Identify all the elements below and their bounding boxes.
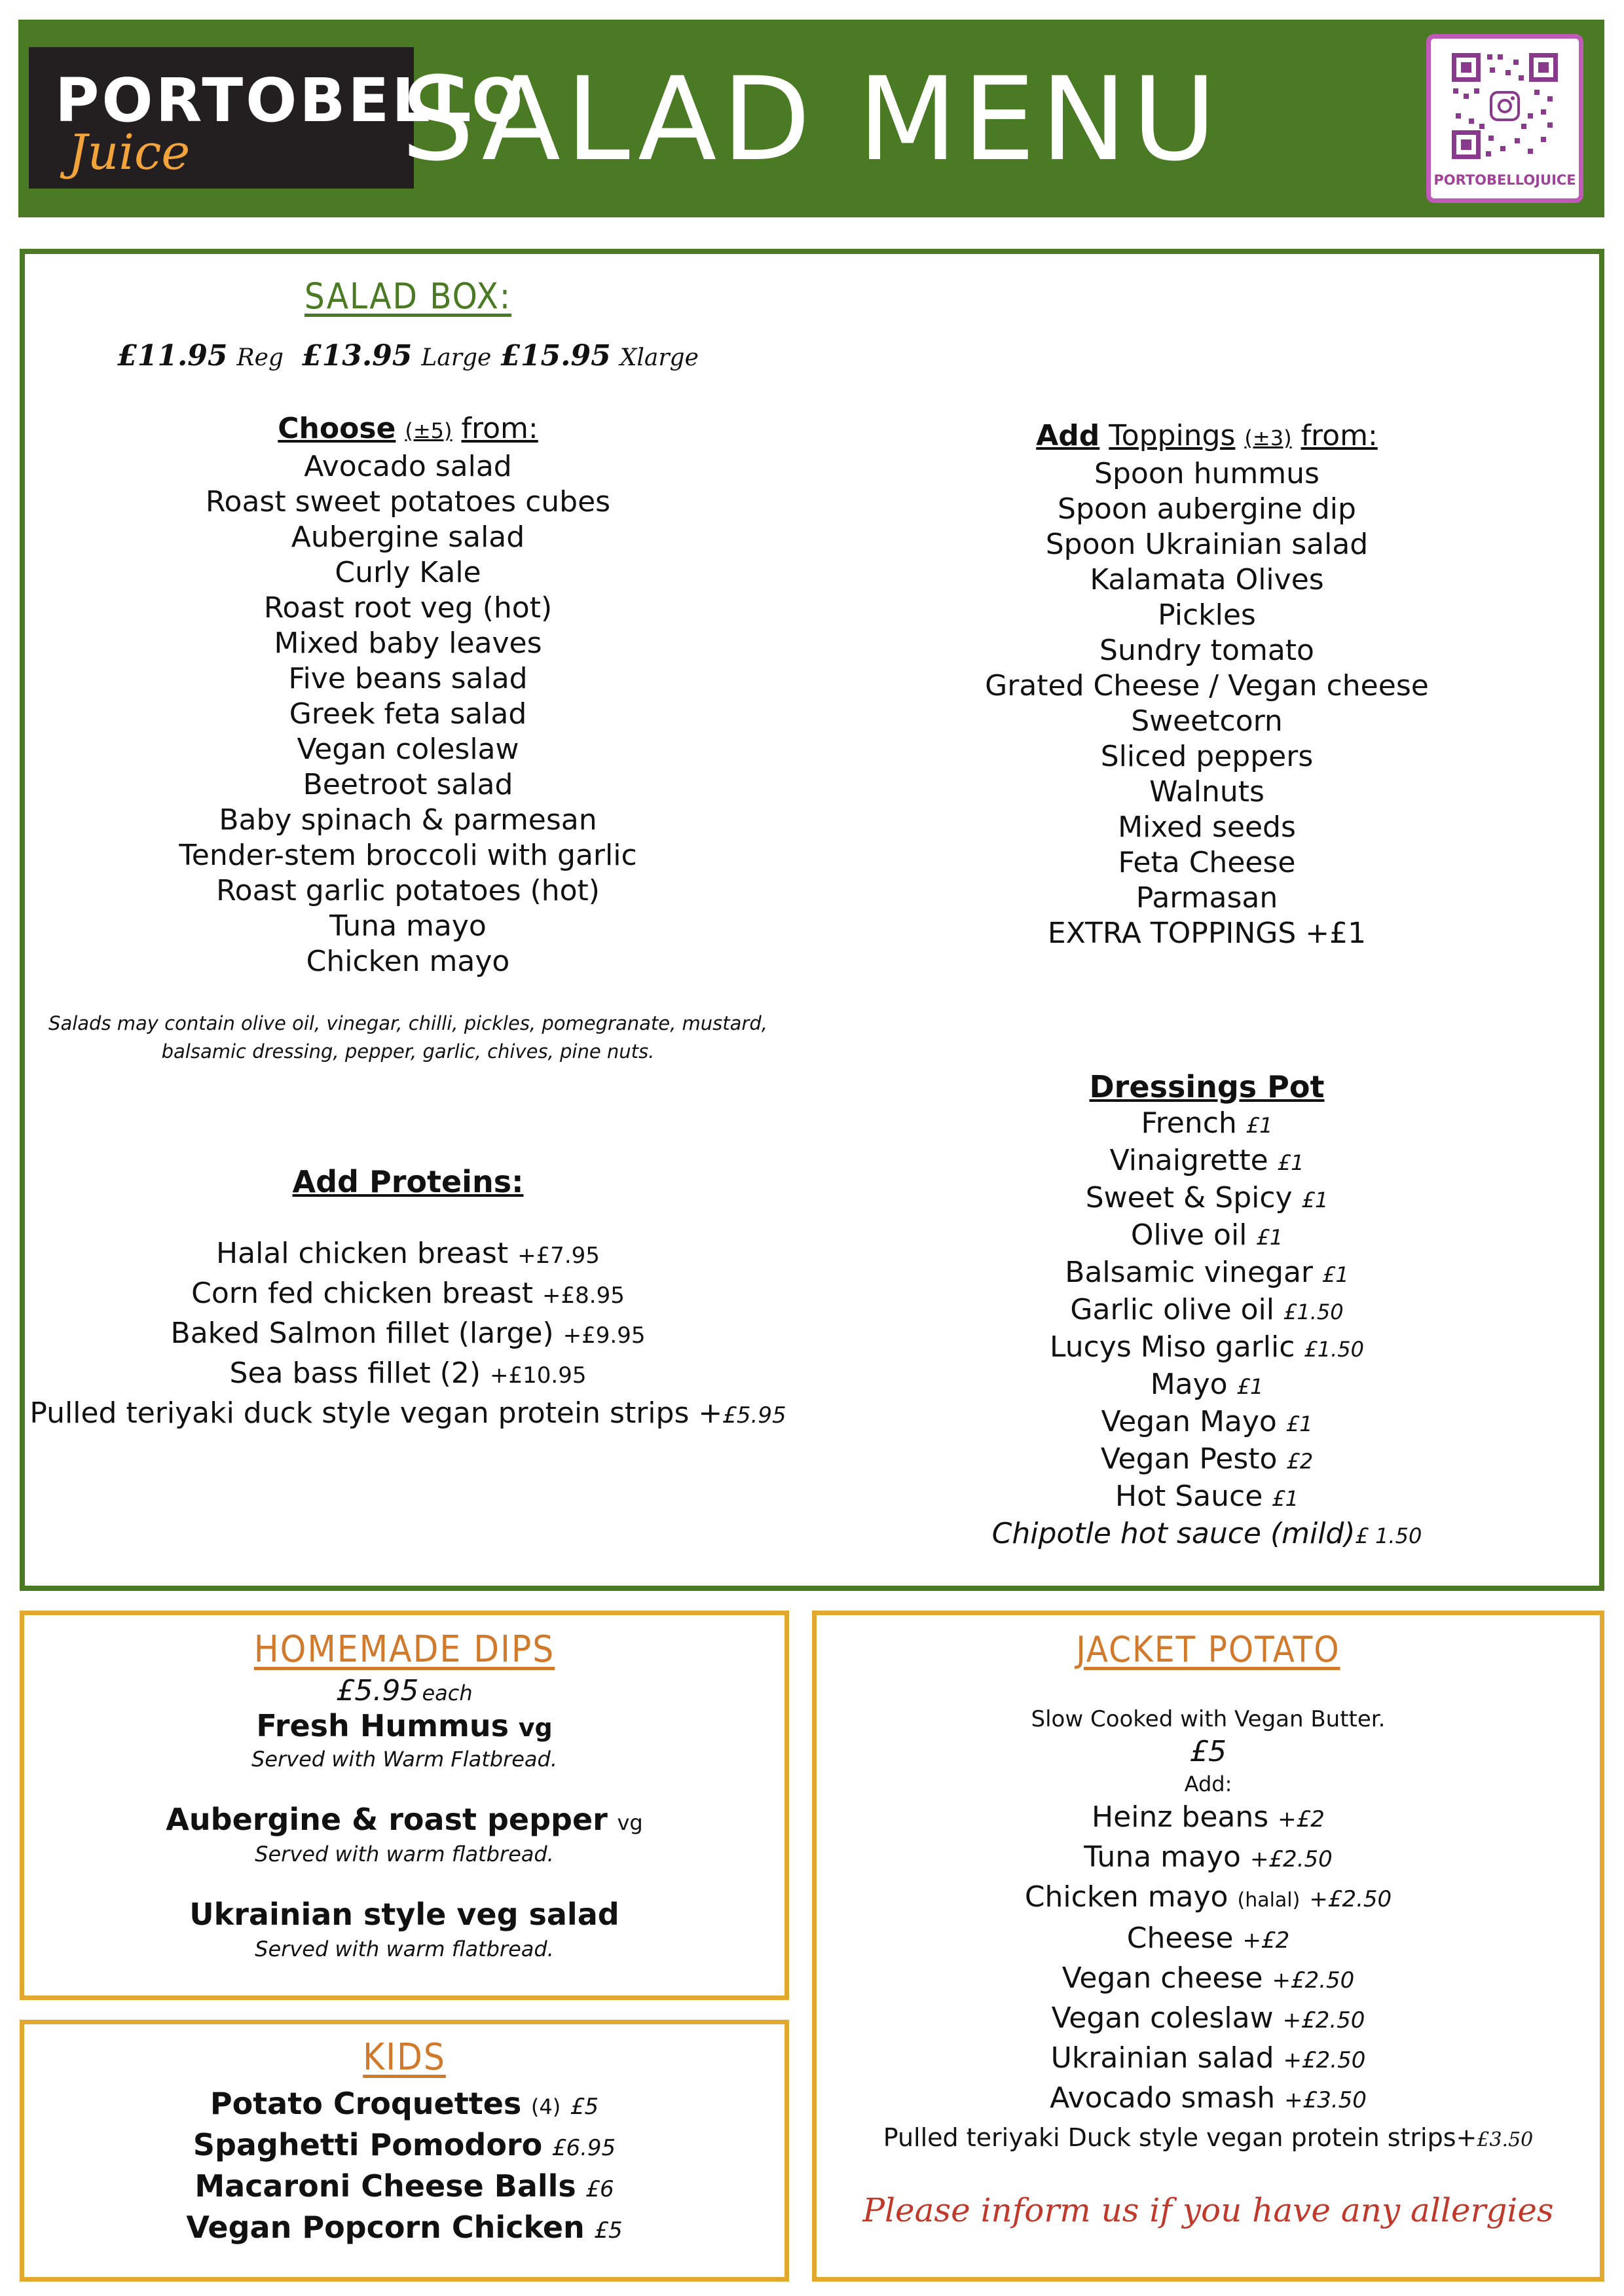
- jacket-subtitle: Slow Cooked with Vegan Butter.: [1031, 1706, 1386, 1732]
- protein-price: £5.95: [722, 1402, 786, 1429]
- jacket-potato-section: [812, 1611, 1604, 2282]
- page-title: SALAD MENU: [401, 52, 1222, 187]
- dip-item: [24, 1707, 784, 1772]
- jacket-addon-price: +£2.50: [1249, 1846, 1333, 1872]
- choose-item: Aubergine salad: [291, 520, 525, 554]
- protein-price: +£10.95: [490, 1362, 587, 1389]
- protein-item: [25, 1355, 791, 1394]
- allergen-note-line2: balsamic dressing, pepper, garlic, chives, pine nuts.: [161, 1040, 655, 1063]
- dip-desc: Served with warm flatbread.: [255, 1937, 554, 1961]
- kids-item: [24, 2085, 784, 2126]
- dressing-price: £1: [1272, 1486, 1299, 1511]
- choose-item: Five beans salad: [288, 662, 528, 695]
- protein-item: [25, 1394, 791, 1434]
- salad-box-section: [20, 249, 1604, 1591]
- kids-item-note: (4): [530, 2094, 561, 2119]
- kids-item: [24, 2208, 784, 2250]
- dressing-item: [817, 1367, 1596, 1404]
- salad-box-title: SALAD BOX:: [304, 276, 512, 317]
- choose-item: Roast sweet potatoes cubes: [205, 485, 611, 519]
- logo-line1: PORTOBELLO: [55, 65, 526, 136]
- jacket-title: JACKET POTATO: [1076, 1629, 1340, 1670]
- dressing-price: £1.50: [1283, 1300, 1344, 1324]
- topping-item: Kalamata Olives: [1090, 563, 1324, 596]
- jacket-addon-list: [817, 1798, 1600, 2119]
- jacket-addon: [817, 1838, 1600, 1878]
- toppings-qty: (±3): [1244, 426, 1292, 450]
- choose-word: Choose: [278, 412, 396, 445]
- qr-label: PORTOBELLOJUICE: [1433, 172, 1576, 188]
- toppings-word: Add: [1036, 419, 1100, 452]
- salad-box-left: [25, 275, 791, 1434]
- dressings-list: [817, 1106, 1596, 1554]
- dips-price-value: £5.95: [336, 1674, 419, 1707]
- dip-name-row: [24, 1896, 784, 1936]
- dressing-name: Olive oil: [1130, 1218, 1247, 1252]
- jacket-addon-name: Tuna mayo: [1084, 1840, 1241, 1874]
- choose-item: Beetroot salad: [303, 768, 513, 801]
- choose-item: Roast garlic potatoes (hot): [216, 874, 600, 907]
- jacket-addon: [817, 2079, 1600, 2119]
- size-large: Large: [421, 344, 492, 371]
- jacket-addon-name: Vegan coleslaw: [1051, 2001, 1274, 2035]
- jacket-addon-price: +£3.50: [1284, 2087, 1367, 2113]
- choose-item: Mixed baby leaves: [274, 627, 542, 660]
- protein-price: +£9.95: [563, 1322, 646, 1349]
- kids-item-name: Vegan Popcorn Chicken: [186, 2210, 585, 2245]
- jacket-addon-price: +£2.50: [1282, 2007, 1365, 2033]
- topping-item: Sliced peppers: [1100, 740, 1314, 773]
- jacket-addon-name: Chicken mayo: [1024, 1880, 1228, 1914]
- dressing-name: Mayo: [1150, 1368, 1228, 1401]
- dip-name-row: [24, 1801, 784, 1841]
- jacket-addon: [817, 2039, 1600, 2079]
- qr-code-badge[interactable]: [1426, 34, 1583, 203]
- kids-item-name: Spaghetti Pomodoro: [193, 2127, 543, 2162]
- choose-item: Greek feta salad: [289, 697, 527, 731]
- dressing-name: Vegan Mayo: [1101, 1405, 1277, 1438]
- jacket-addon-price: +£2.50: [1309, 1886, 1392, 1912]
- price-large: £13.95: [301, 339, 413, 373]
- dressing-price: £1: [1256, 1225, 1283, 1250]
- dip-tag: vg: [518, 1713, 553, 1742]
- proteins-title: Add Proteins:: [292, 1164, 524, 1199]
- jacket-duck-price: £3.50: [1477, 2128, 1534, 2151]
- topping-item: Pickles: [1158, 598, 1256, 632]
- topping-item: Parmasan: [1135, 881, 1278, 915]
- dressing-item: [817, 1330, 1596, 1367]
- kids-list: [24, 2085, 784, 2250]
- kids-title: KIDS: [363, 2036, 446, 2079]
- jacket-addon-price: +£2.50: [1283, 2047, 1366, 2073]
- kids-item-name: Potato Croquettes: [210, 2086, 522, 2121]
- size-reg: Reg: [236, 344, 284, 371]
- jacket-content: [817, 1628, 1600, 2231]
- choose-item: Chicken mayo: [306, 945, 510, 978]
- topping-item: Sweetcorn: [1131, 704, 1283, 738]
- dressing-price: £1: [1285, 1412, 1313, 1436]
- dressing-item: [817, 1479, 1596, 1516]
- jacket-duck-row: [817, 2119, 1600, 2159]
- dips-list: [24, 1707, 784, 1962]
- topping-item: Grated Cheese / Vegan cheese: [985, 669, 1429, 702]
- dressing-item: [817, 1442, 1596, 1479]
- protein-name: Corn fed chicken breast: [191, 1277, 534, 1310]
- dip-name: Ukrainian style veg salad: [189, 1897, 619, 1932]
- size-xlarge: Xlarge: [619, 344, 699, 371]
- jacket-duck-name: Pulled teriyaki Duck style vegan protein strips+: [883, 2123, 1477, 2152]
- dressing-price: £ 1.50: [1355, 1523, 1422, 1548]
- dressing-price: £1: [1246, 1113, 1273, 1138]
- jacket-addon-name: Heinz beans: [1092, 1800, 1269, 1834]
- dressings-title: Dressings Pot: [1089, 1069, 1325, 1104]
- dip-item: [24, 1801, 784, 1867]
- jacket-addon: [817, 1959, 1600, 1999]
- protein-item: [25, 1315, 791, 1355]
- dressing-item: [817, 1292, 1596, 1330]
- dressing-name: Chipotle hot sauce (mild): [991, 1517, 1356, 1550]
- jacket-addon: [817, 1798, 1600, 1838]
- dressing-name: Vinaigrette: [1109, 1144, 1268, 1177]
- toppings-heading: [817, 418, 1596, 456]
- kids-item-price: £6.95: [551, 2135, 616, 2161]
- choose-from: from:: [461, 412, 538, 445]
- kids-content: [24, 2036, 784, 2250]
- dressing-item: [817, 1106, 1596, 1143]
- qr-code[interactable]: [1449, 50, 1560, 162]
- choose-item: Curly Kale: [335, 556, 481, 589]
- kids-item-name: Macaroni Cheese Balls: [194, 2168, 576, 2204]
- dressing-item: [817, 1180, 1596, 1218]
- protein-name: Baked Salmon fillet (large): [170, 1317, 554, 1350]
- dressing-name: Vegan Pesto: [1100, 1442, 1278, 1476]
- topping-item: Feta Cheese: [1118, 846, 1296, 879]
- choose-item: Tuna mayo: [329, 909, 487, 943]
- dressing-name: Hot Sauce: [1115, 1480, 1263, 1513]
- logo-line2: Juice: [68, 124, 191, 181]
- jacket-addon-price: +£2: [1278, 1806, 1325, 1832]
- dressing-price: £1: [1301, 1188, 1329, 1212]
- dressing-name: Sweet & Spicy: [1085, 1181, 1293, 1214]
- topping-item: Mixed seeds: [1118, 811, 1296, 844]
- dip-desc: Served with Warm Flatbread.: [251, 1747, 558, 1772]
- dressing-name: French: [1141, 1106, 1237, 1140]
- dressing-price: £2: [1286, 1449, 1314, 1474]
- protein-item: [25, 1235, 791, 1275]
- instagram-icon: [1491, 92, 1519, 120]
- jacket-addon: [817, 1878, 1600, 1920]
- dressing-name: Balsamic vinegar: [1065, 1256, 1313, 1289]
- dip-name: Aubergine & roast pepper: [166, 1802, 608, 1837]
- choose-heading: [25, 410, 791, 449]
- dressing-item: [817, 1255, 1596, 1292]
- choose-item: Roast root veg (hot): [263, 591, 553, 625]
- topping-item: Walnuts: [1149, 775, 1264, 809]
- topping-item: Spoon aubergine dip: [1058, 492, 1356, 526]
- jacket-addon-price: +£2: [1242, 1927, 1290, 1954]
- jacket-add-label: Add:: [1184, 1772, 1232, 1796]
- dips-title: HOMEMADE DIPS: [253, 1628, 555, 1671]
- topping-item: EXTRA TOPPINGS +£1: [1047, 917, 1367, 950]
- protein-list: [25, 1235, 791, 1434]
- dressing-item: [817, 1143, 1596, 1180]
- price-xlarge: £15.95: [500, 339, 611, 373]
- toppings-from: from:: [1301, 419, 1378, 452]
- choose-item: Vegan coleslaw: [297, 733, 519, 766]
- protein-price: +£7.95: [517, 1243, 600, 1269]
- salad-box-prices: [25, 338, 791, 376]
- choose-item: Baby spinach & parmesan: [219, 803, 597, 837]
- dressing-price: £1.50: [1304, 1337, 1365, 1362]
- toppings-list: [817, 456, 1596, 951]
- dressing-item: [817, 1404, 1596, 1442]
- dips-price-suffix: each: [422, 1681, 473, 1705]
- protein-name: Sea bass fillet (2): [229, 1357, 481, 1390]
- topping-item: Spoon Ukrainian salad: [1045, 528, 1369, 561]
- choose-item: Tender-stem broccoli with garlic: [179, 839, 637, 872]
- dips-content: [24, 1628, 784, 1962]
- kids-item-price: £5: [570, 2094, 599, 2120]
- kids-item: [24, 2167, 784, 2208]
- homemade-dips-section: [20, 1611, 789, 2000]
- topping-item: Sundry tomato: [1099, 634, 1314, 667]
- dips-price: [24, 1674, 784, 1707]
- jacket-addon-name: Cheese: [1126, 1922, 1234, 1955]
- jacket-addon-note: (halal): [1237, 1889, 1301, 1912]
- dressing-price: £1: [1277, 1150, 1304, 1175]
- dip-tag: vg: [617, 1810, 643, 1835]
- dressing-price: £1: [1322, 1262, 1349, 1287]
- allergen-note: [25, 1010, 791, 1066]
- header-bar: [18, 20, 1604, 217]
- dip-item: [24, 1896, 784, 1962]
- jacket-addon: [817, 1920, 1600, 1959]
- dressing-item: [817, 1218, 1596, 1255]
- protein-name: Pulled teriyaki duck style vegan protein strips +: [29, 1396, 723, 1430]
- jacket-addon: [817, 1999, 1600, 2039]
- dip-name-row: [24, 1707, 784, 1746]
- kids-item: [24, 2126, 784, 2167]
- choose-item: Avocado salad: [304, 450, 512, 483]
- choose-qty: (±5): [405, 418, 452, 443]
- dip-name: Fresh Hummus: [256, 1708, 509, 1743]
- jacket-addon-name: Avocado smash: [1050, 2081, 1276, 2115]
- dip-desc: Served with warm flatbread.: [255, 1842, 554, 1867]
- dressing-price: £1: [1236, 1374, 1264, 1399]
- protein-item: [25, 1275, 791, 1315]
- price-reg: £11.95: [117, 339, 228, 373]
- allergy-notice: Please inform us if you have any allergies: [862, 2191, 1554, 2229]
- dressing-item: [817, 1516, 1596, 1554]
- jacket-addon-name: Ukrainian salad: [1050, 2041, 1274, 2075]
- dressing-name: Lucys Miso garlic: [1049, 1330, 1295, 1364]
- jacket-price: £5: [1190, 1735, 1227, 1768]
- allergen-note-line1: Salads may contain olive oil, vinegar, chilli, pickles, pomegranate, mustard,: [48, 1012, 767, 1034]
- jacket-addon-price: +£2.50: [1272, 1967, 1355, 1994]
- kids-section: [20, 2020, 789, 2282]
- salad-box-right: [817, 418, 1596, 1554]
- protein-price: +£8.95: [542, 1283, 625, 1309]
- kids-item-price: £6: [585, 2176, 614, 2202]
- dressing-name: Garlic olive oil: [1070, 1293, 1274, 1326]
- kids-item-price: £5: [594, 2217, 623, 2244]
- toppings-rest: Toppings: [1109, 419, 1236, 452]
- jacket-addon-name: Vegan cheese: [1061, 1961, 1263, 1995]
- topping-item: Spoon hummus: [1094, 457, 1320, 490]
- choose-list: [25, 449, 791, 979]
- protein-name: Halal chicken breast: [216, 1237, 509, 1270]
